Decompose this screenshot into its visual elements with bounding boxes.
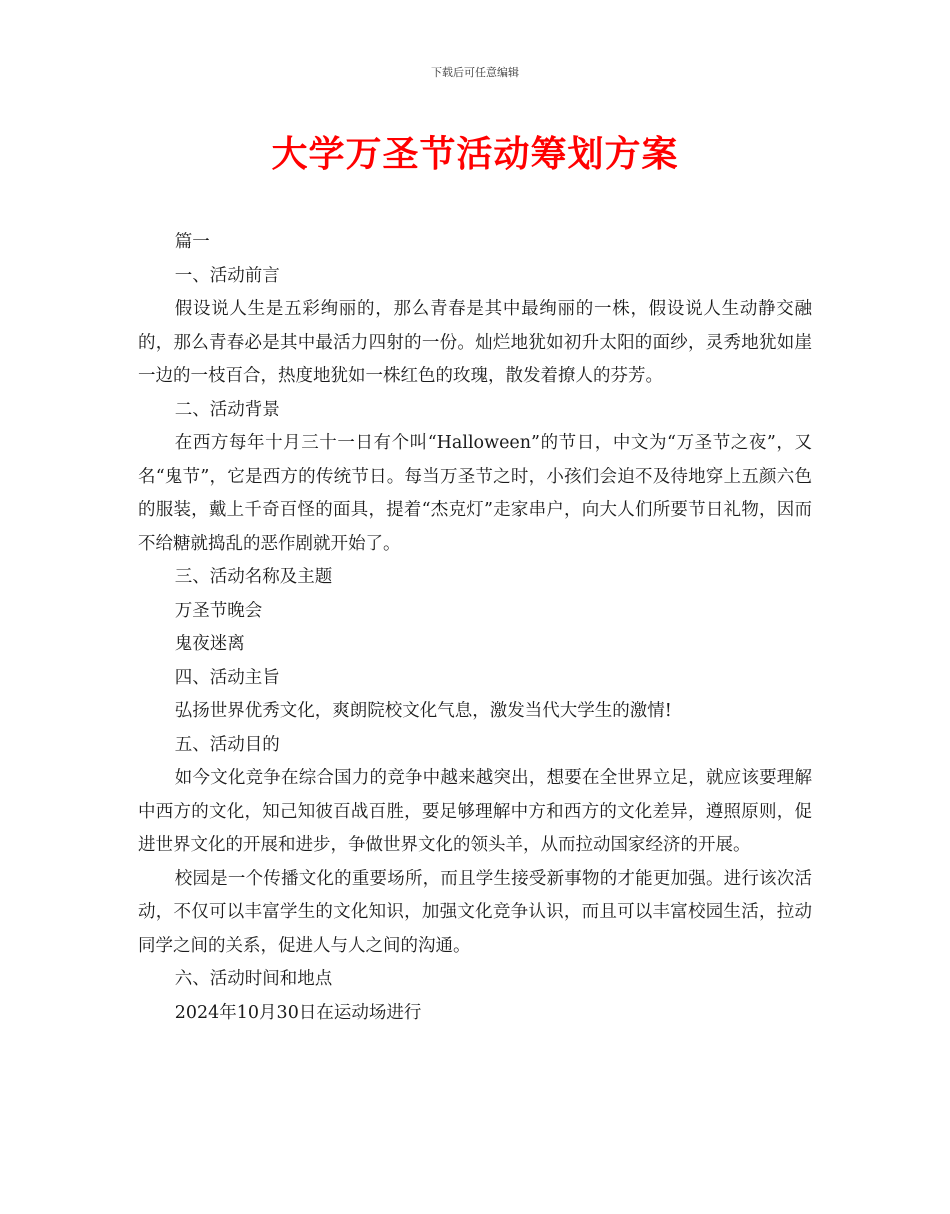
document-body [138,226,812,1030]
heading-activity-name-theme: 三、活动名称及主题 [174,567,333,587]
heading-time-place: 六、活动时间和地点 [174,969,333,989]
paragraph-activity-theme: 鬼夜迷离 [174,634,245,654]
heading-activity-background: 二、活动背景 [174,399,280,420]
paragraph-goal-1: 如今文化竞争在综合国力的竞争中越来越突出，想要在全世界立足，就应该要理解中西方的文化，知己知彼百战百胜，要足够理解中方和西方的文化差异，遵照原则，促进世界文化的开展和进步，争做世界文化的领头羊，从而拉动国家经济的开展。 [138,768,812,855]
header-note: 下载后可任意编辑 [431,66,519,79]
section-label-part-one: 篇一 [174,232,210,252]
paragraph-background: 在西方每年十月三十一日有个叫“Halloween”的节日，中文为“万圣节之夜”，又名“鬼节”，它是西方的传统节日。每当万圣节之时，小孩们会迫不及待地穿上五颜六色的服装，戴上千奇百怪的面具，提着“杰克灯”走家串户，向大人们所要节日礼物，因而不给糖就捣乱的恶作剧就开始了。 [138,433,812,554]
heading-activity-preface: 一、活动前言 [174,265,280,286]
paragraph-goal-2: 校园是一个传播文化的重要场所，而且学生接受新事物的才能更加强。进行该次活动，不仅可以丰富学生的文化知识，加强文化竞争认识，而且可以丰富校园生活，拉动同学之间的关系，促进人与人之间的沟通。 [138,868,812,956]
heading-activity-goal: 五、活动目的 [174,734,280,755]
paragraph-preface: 假设说人生是五彩绚丽的，那么青春是其中最绚丽的一株，假设说人生动静交融的，那么青春必是其中最活力四射的一份。灿烂地犹如初升太阳的面纱，灵秀地犹如崖一边的一枝百合，热度地犹如一株红色的玫瑰，散发着撩人的芬芳。 [138,299,812,386]
paragraph-time-place: 2024年10月30日在运动场进行 [174,1002,422,1023]
document-title: 大学万圣节活动筹划方案 [271,133,679,175]
paragraph-activity-name: 万圣节晚会 [174,600,263,621]
paragraph-purpose: 弘扬世界优秀文化，爽朗院校文化气息，激发当代大学生的激情! [174,701,672,721]
heading-activity-purpose: 四、活动主旨 [174,667,280,688]
